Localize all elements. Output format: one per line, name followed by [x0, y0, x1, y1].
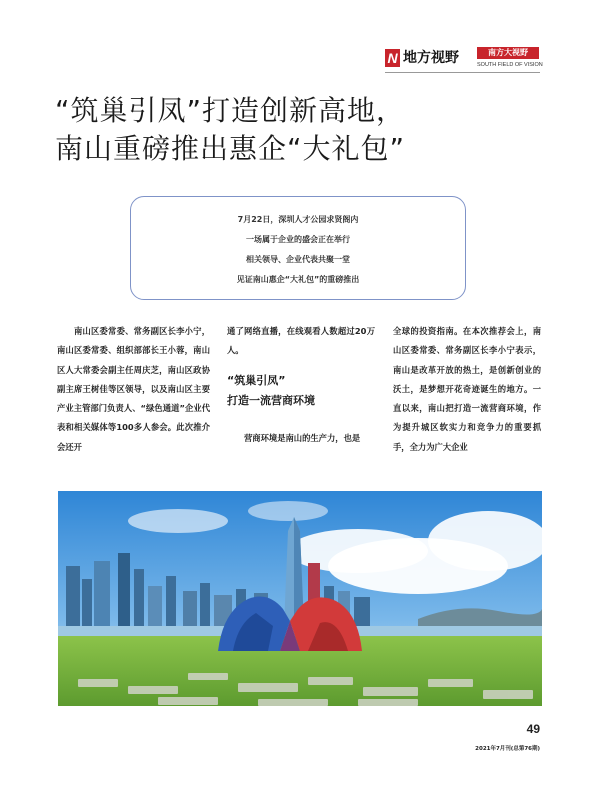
column-tag-english: SOUTH FIELD OF VISION — [477, 62, 543, 68]
header-divider — [385, 72, 540, 73]
callout-line: 一场属于企业的盛会正在举行 — [246, 235, 350, 244]
spacer — [227, 411, 375, 429]
subheading — [227, 371, 375, 411]
body-paragraph: 营商环境是南山的生产力，也是 — [244, 432, 361, 443]
subheading-line-2: 打造一流营商环境 — [227, 393, 315, 407]
subheading-line-1: “筑巢引凤” — [227, 373, 286, 387]
title-line-2: 南山重磅推出惠企“大礼包” — [55, 132, 406, 165]
body-paragraph: 南山区委常委、常务副区长李小宁，南山区委常委、组织部部长王小蓉，南山区人大常委会副主任周庆芝，南山区政协副主席王树佳等区领导，以及南山区主要产业主管部门负责人、“绿色通道”企业代表和相关媒体等100多人参会。此次推介会还开 — [57, 326, 210, 452]
body-column-1 — [57, 322, 210, 457]
callout-line: 相关领导、企业代表共聚一堂 — [246, 255, 350, 264]
section-title: 地方视野 — [403, 50, 459, 66]
body-paragraph: 通了网络直播，在线观看人数超过20万人。 — [227, 326, 375, 356]
city-skyline-heart-sculpture-photo — [58, 491, 542, 706]
title-line-1: “筑巢引凤”打造创新高地， — [55, 94, 406, 127]
body-paragraph: 全球的投资指南。在本次推荐会上，南山区委常委、常务副区长李小宁表示，南山是改革开放的热土，是创新创业的沃土，是梦想开花奇迹诞生的地方。一直以来，南山把打造一流营商环境，作为提升城区软实力和竞争力的重要抓手，全力为广大企业 — [393, 326, 541, 452]
callout-line: 见证南山惠企“大礼包”的重磅推出 — [236, 275, 360, 284]
body-column-2 — [227, 322, 375, 448]
lead-callout-box — [130, 196, 466, 300]
section-header — [385, 47, 543, 71]
issue-info: 2021年7月刊(总第76期) — [475, 746, 540, 752]
article-title — [55, 92, 555, 168]
callout-line: 7月22日，深圳人才公园求贤阁内 — [237, 215, 359, 224]
page-number: 49 — [526, 722, 540, 736]
body-column-3 — [393, 322, 541, 457]
magazine-logo: N — [385, 49, 400, 67]
column-tag: 南方大视野 — [477, 47, 539, 59]
